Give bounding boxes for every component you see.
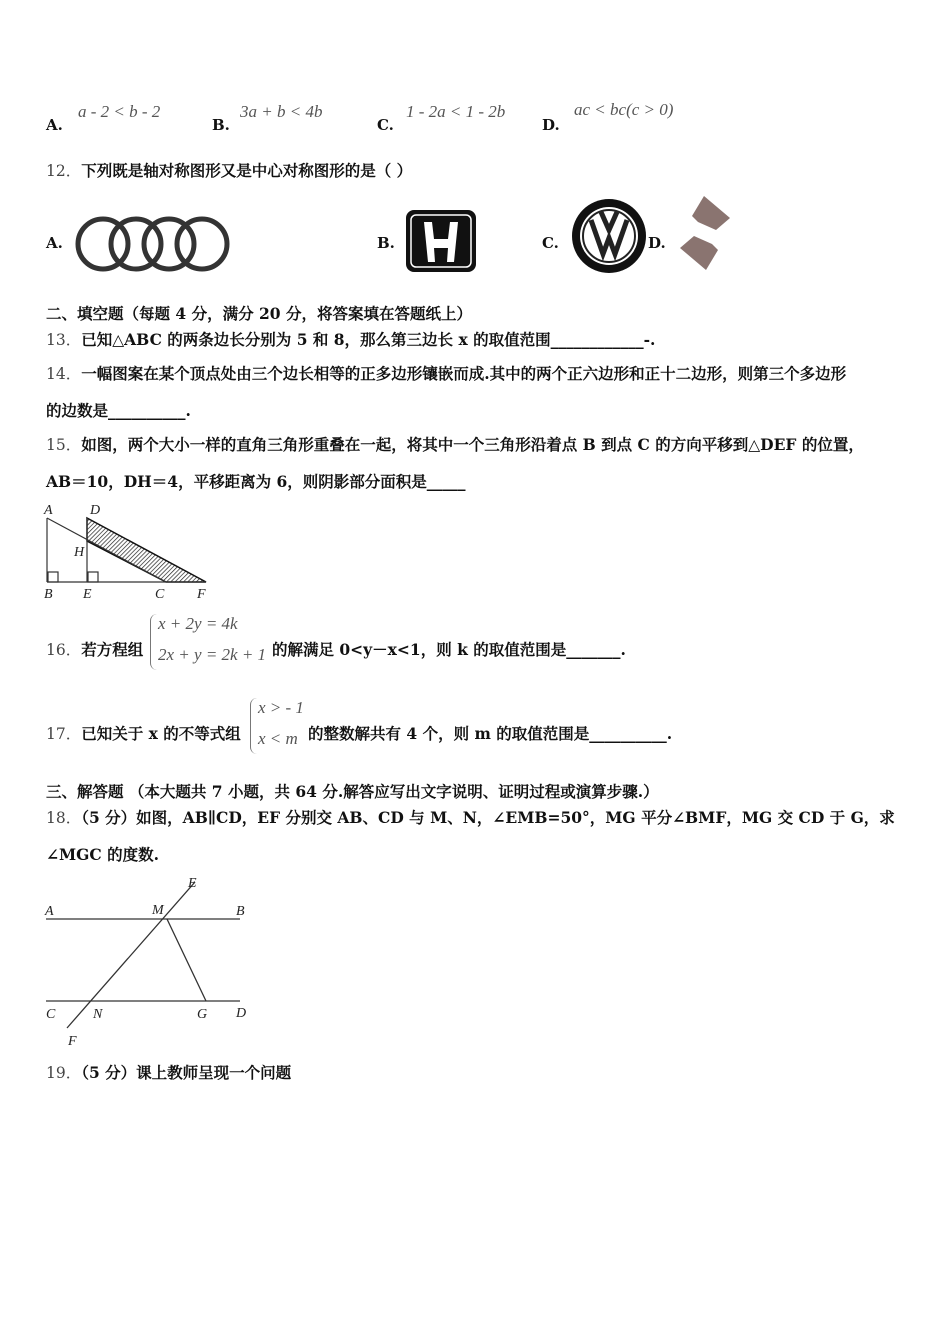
q17-prefix-text: 已知关于 x 的不等式组 [81,724,241,743]
label-b: B [236,904,245,919]
q11-option-a-expr: a - 2 < b - 2 [78,102,161,121]
shaded-region [87,518,206,582]
q16-prefix [46,640,143,660]
label-n: N [93,1007,103,1022]
q14-line1: 一幅图案在某个顶点处由三个边长相等的正多边形镶嵌而成.其中的两个正六边形和正十二边形，则第三个多边形 [81,364,847,383]
q12-option-a-label: A. [46,234,63,252]
q11-option-d-expr: ac < bc(c > 0) [574,100,674,119]
q17-prefix [46,724,241,744]
q12-number: 12． [46,162,82,180]
q13-question: 已知△ABC 的两条边长分别为 5 和 8，那么第三边长 x 的取值范围____________-. [81,330,656,349]
q15-text [46,435,864,455]
q15-line1: 如图，两个大小一样的直角三角形重叠在一起，将其中一个三角形沿着点 B 到点 C 的方向平移到△DEF 的位置， [81,435,864,454]
q16-brace [150,614,157,670]
label-e: E [188,876,197,891]
label-f: F [197,587,206,602]
q17-brace [250,698,257,754]
q16-equation-1: x + 2y = 4k [158,614,238,633]
q14-number: 14． [46,365,82,383]
q18-number: 18． [46,809,82,827]
label-c: C [46,1007,56,1022]
q16-suffix: 的解满足 0<y－x<1，则 k 的取值范围是_______. [272,640,626,659]
honda-logo-icon [404,208,478,274]
q12-question: 下列既是轴对称图形又是中心对称图形的是（ ） [81,161,413,180]
q15-triangle-figure [40,500,220,604]
q17-inequality-1: x > - 1 [258,698,304,717]
q11-option-a-label: A. [46,116,63,134]
q19-text [46,1063,291,1083]
q18-line1: （5 分）如图，AB∥CD，EF 分别交 AB、CD 与 M、N，∠EMB=50°，MG 平分∠BMF，MG 交 CD 于 G，求 [81,808,895,827]
label-e: E [83,587,92,602]
q12-text [46,161,412,181]
label-d: D [236,1006,247,1021]
section-3-title: 三、解答题 （本大题共 7 小题，共 64 分.解答应写出文字说明、证明过程或演算步骤.） [46,782,659,801]
q14-line2: 的边数是__________. [46,401,191,420]
q18-parallel-lines-figure [40,870,260,1050]
q12-option-c-label: C. [542,234,559,252]
q16-equation-2: 2x + y = 2k + 1 [158,645,267,664]
q13-text [46,330,655,350]
label-m: M [152,903,164,918]
label-f: F [68,1034,77,1049]
q17-inequality-2: x < m [258,729,298,748]
label-h: H [74,545,85,560]
q11-option-c-label: C. [377,116,394,134]
volkswagen-logo-icon [571,198,647,274]
q15-number: 15． [46,436,82,454]
q12-option-b-label: B. [377,234,395,252]
q14-text [46,364,846,384]
label-a: A [45,904,54,919]
q11-option-b-expr: 3a + b < 4b [240,102,323,121]
q16-number: 16． [46,641,82,659]
label-c: C [155,587,165,602]
q11-option-d-label: D. [542,116,560,134]
q19-question: （5 分）课上教师呈现一个问题 [81,1063,292,1082]
q16-prefix-text: 若方程组 [81,640,144,659]
suzuki-logo-icon [676,194,734,272]
q15-line2: AB＝10，DH＝4，平移距离为 6，则阴影部分面积是_____ [46,472,466,491]
section-2-title: 二、填空题（每题 4 分，满分 20 分，将答案填在答题纸上） [46,304,472,323]
label-g: G [197,1007,208,1022]
q12-option-d-label: D. [648,234,666,252]
q18-line2: ∠MGC 的度数. [46,845,160,864]
q13-number: 13． [46,331,82,349]
label-a: A [44,503,53,518]
audi-rings-logo-icon [74,214,232,274]
q11-option-b-label: B. [212,116,230,134]
q17-suffix: 的整数解共有 4 个，则 m 的取值范围是__________. [308,724,673,743]
q17-number: 17． [46,725,82,743]
q18-text [46,808,895,828]
label-d: D [90,503,101,518]
label-b: B [44,587,53,602]
q11-option-c-expr: 1 - 2a < 1 - 2b [406,102,506,121]
q19-number: 19． [46,1064,82,1082]
